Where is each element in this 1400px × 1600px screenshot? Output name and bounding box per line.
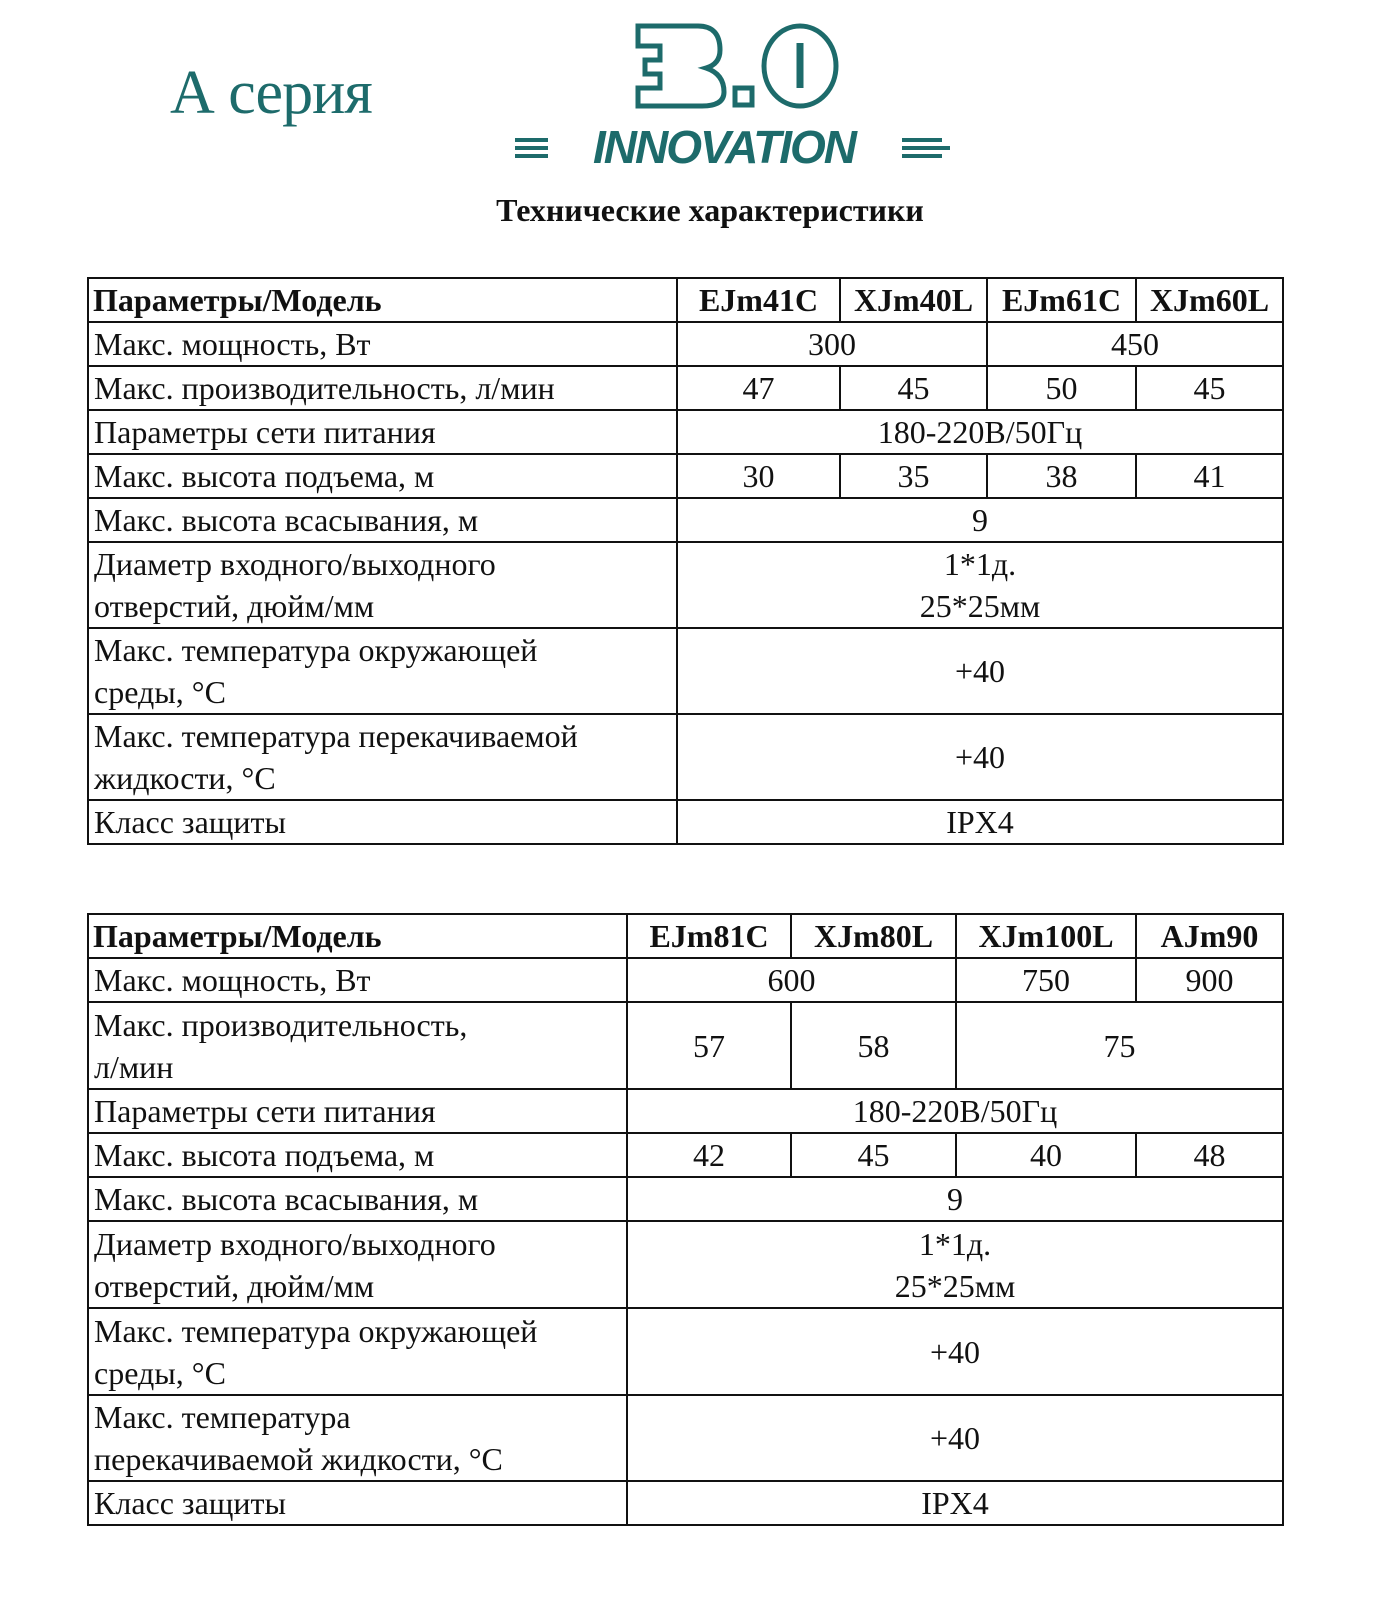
cell-value: +40 (677, 714, 1283, 800)
row-label (88, 542, 677, 628)
cell-value: 180-220В/50Гц (627, 1089, 1283, 1133)
row-label-line: Макс. температура (94, 1399, 351, 1435)
row-label-line: Диаметр входного/выходного (94, 546, 496, 582)
table-row (88, 714, 1283, 800)
cell-value-line: 25*25мм (894, 1267, 1016, 1304)
cell-value-line: 1*1д. (943, 546, 1017, 582)
param-header: Параметры/Модель (88, 278, 677, 322)
table-row (88, 1395, 1283, 1481)
row-label-line: среды, °C (94, 1354, 226, 1391)
cell-value: +40 (627, 1395, 1283, 1481)
cell-value (677, 542, 1283, 628)
cell-value: 9 (677, 498, 1283, 542)
row-label: Макс. мощность, Вт (88, 958, 627, 1002)
table-row (88, 1177, 1283, 1221)
bo-innovation-logo (510, 18, 955, 168)
table-row (88, 1002, 1283, 1089)
cell-value: 35 (840, 454, 987, 498)
table-row (88, 958, 1283, 1002)
spec-table-1 (87, 277, 1284, 845)
row-label-line: жидкости, °C (94, 760, 276, 796)
table-row (88, 1089, 1283, 1133)
model-header: AJm90 (1136, 914, 1283, 958)
cell-value: 47 (677, 366, 840, 410)
row-label (88, 1308, 627, 1395)
table-row (88, 800, 1283, 844)
table-header-row (88, 914, 1283, 958)
cell-value-line: 25*25мм (919, 588, 1041, 624)
row-label-line: л/мин (94, 1048, 174, 1085)
row-label-line: Макс. температура перекачиваемой (94, 718, 578, 754)
table-row (88, 410, 1283, 454)
cell-value: 42 (627, 1133, 791, 1177)
row-label: Макс. высота всасывания, м (88, 1177, 627, 1221)
row-label: Макс. высота подъема, м (88, 1133, 627, 1177)
cell-value: 48 (1136, 1133, 1283, 1177)
row-label-line: перекачиваемой жидкости, °C (94, 1441, 503, 1477)
table-header-row (88, 278, 1283, 322)
table-row (88, 1481, 1283, 1525)
table-row (88, 542, 1283, 628)
cell-value: 58 (791, 1002, 956, 1089)
cell-value: 900 (1136, 958, 1283, 1002)
table-row (88, 1308, 1283, 1395)
row-label: Макс. высота всасывания, м (88, 498, 677, 542)
row-label (88, 1002, 627, 1089)
row-label: Параметры сети питания (88, 1089, 627, 1133)
row-label: Макс. производительность, л/мин (88, 366, 677, 410)
model-header: XJm40L (840, 278, 987, 322)
table-row (88, 628, 1283, 714)
row-label-line: Макс. температура окружающей (94, 632, 538, 668)
table-row (88, 1133, 1283, 1177)
cell-value: 40 (956, 1133, 1136, 1177)
row-label: Класс защиты (88, 1481, 627, 1525)
model-header: EJm61C (987, 278, 1136, 322)
cell-value: 41 (1136, 454, 1283, 498)
cell-value: 50 (987, 366, 1136, 410)
row-label-line: Макс. температура окружающей (94, 1312, 538, 1349)
page-title: Технические характеристики (496, 192, 924, 228)
row-label (88, 1221, 627, 1308)
cell-value: +40 (627, 1308, 1283, 1395)
table-row (88, 322, 1283, 366)
cell-value: 75 (956, 1002, 1283, 1089)
row-label-line: Диаметр входного/выходного (94, 1225, 496, 1262)
row-label (88, 1395, 627, 1481)
row-label-line: отверстий, дюйм/мм (94, 588, 375, 624)
row-label-line: отверстий, дюйм/мм (94, 1267, 375, 1304)
row-label: Макс. мощность, Вт (88, 322, 677, 366)
cell-value: 57 (627, 1002, 791, 1089)
logo-text: INNOVATION (593, 121, 855, 168)
cell-value: 45 (1136, 366, 1283, 410)
cell-value: IPX4 (677, 800, 1283, 844)
row-label-line: среды, °C (94, 674, 226, 710)
row-label: Макс. высота подъема, м (88, 454, 677, 498)
series-label: А серия (170, 59, 372, 127)
table-row (88, 1221, 1283, 1308)
cell-value-line: 1*1д. (918, 1225, 992, 1262)
spec-table-2 (87, 913, 1284, 1526)
cell-value: 450 (987, 322, 1283, 366)
model-header: XJm100L (956, 914, 1136, 958)
table-row (88, 366, 1283, 410)
model-header: EJm41C (677, 278, 840, 322)
model-header: EJm81C (627, 914, 791, 958)
cell-value: 750 (956, 958, 1136, 1002)
row-label: Класс защиты (88, 800, 677, 844)
row-label (88, 628, 677, 714)
row-label (88, 714, 677, 800)
cell-value: +40 (677, 628, 1283, 714)
row-label-line: Макс. производительность, (94, 1006, 468, 1043)
table-row (88, 498, 1283, 542)
cell-value: 600 (627, 958, 956, 1002)
table-row (88, 454, 1283, 498)
cell-value: 30 (677, 454, 840, 498)
cell-value (627, 1221, 1283, 1308)
cell-value: IPX4 (627, 1481, 1283, 1525)
cell-value: 9 (627, 1177, 1283, 1221)
cell-value: 38 (987, 454, 1136, 498)
cell-value: 300 (677, 322, 987, 366)
row-label: Параметры сети питания (88, 410, 677, 454)
model-header: XJm80L (791, 914, 956, 958)
cell-value: 45 (791, 1133, 956, 1177)
cell-value: 180-220В/50Гц (677, 410, 1283, 454)
param-header: Параметры/Модель (88, 914, 627, 958)
model-header: XJm60L (1136, 278, 1283, 322)
cell-value: 45 (840, 366, 987, 410)
